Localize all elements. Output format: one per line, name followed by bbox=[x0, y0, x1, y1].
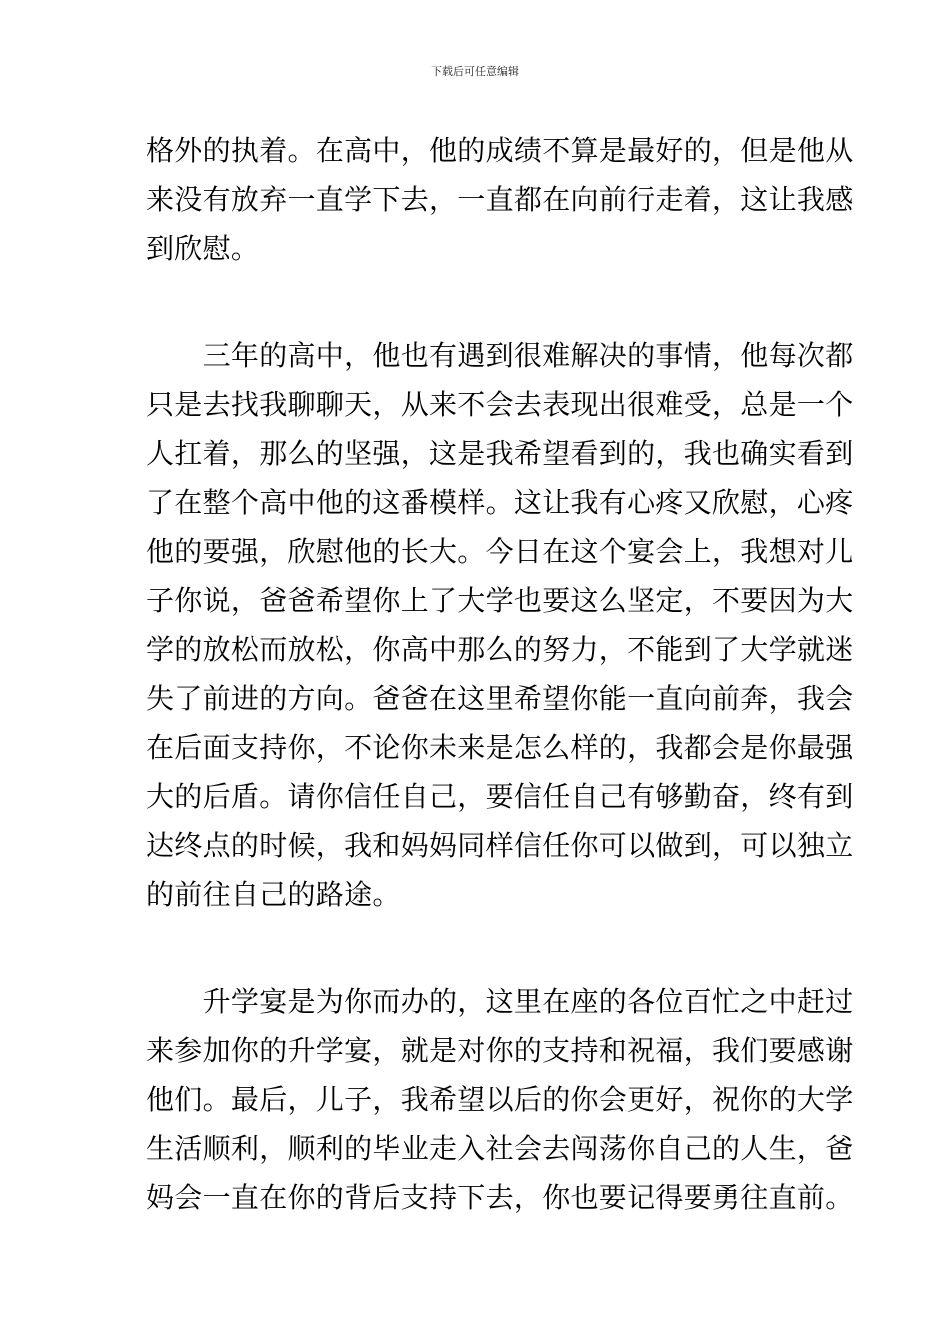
text-line: 到欣慰。 bbox=[146, 232, 260, 265]
paragraph-3 bbox=[146, 977, 854, 1222]
paragraph-2 bbox=[146, 331, 854, 919]
text-line: 只是去找我聊聊天，从来不会去表现出很难受，总是一个 bbox=[146, 388, 854, 421]
text-line: 的前往自己的路途。 bbox=[146, 878, 401, 911]
text-line: 失了前进的方向。爸爸在这里希望你能一直向前奔，我会 bbox=[146, 682, 854, 715]
text-line: 三年的高中，他也有遇到很难解决的事情，他每次都 bbox=[146, 339, 854, 372]
text-line: 人扛着，那么的坚强，这是我希望看到的，我也确实看到 bbox=[146, 437, 854, 470]
page-header: 下载后可任意编辑 bbox=[431, 65, 519, 78]
text-line: 在后面支持你，不论你未来是怎么样的，我都会是你最强 bbox=[146, 731, 854, 764]
text-line: 格外的执着。在高中，他的成绩不算是最好的，但是他从 bbox=[146, 134, 854, 167]
text-line: 子你说，爸爸希望你上了大学也要这么坚定，不要因为大 bbox=[146, 584, 854, 617]
text-line: 他的要强，欣慰他的长大。今日在这个宴会上，我想对儿 bbox=[146, 535, 854, 568]
text-line: 学的放松而放松，你高中那么的努力，不能到了大学就迷 bbox=[146, 633, 854, 666]
text-line: 妈会一直在你的背后支持下去，你也要记得要勇往直前。 bbox=[146, 1181, 854, 1214]
text-line: 他们。最后，儿子，我希望以后的你会更好，祝你的大学 bbox=[146, 1083, 854, 1116]
text-line: 了在整个高中他的这番模样。这让我有心疼又欣慰，心疼 bbox=[146, 486, 854, 519]
paragraph-gap bbox=[146, 919, 810, 977]
text-line: 来参加你的升学宴，就是对你的支持和祝福，我们要感谢 bbox=[146, 1034, 854, 1067]
text-line: 来没有放弃一直学下去，一直都在向前行走着，这让我感 bbox=[146, 183, 854, 216]
text-line: 大的后盾。请你信任自己，要信任自己有够勤奋，终有到 bbox=[146, 780, 854, 813]
text-line: 生活顺利，顺利的毕业走入社会去闯荡你自己的人生，爸 bbox=[146, 1132, 854, 1165]
paragraph-gap bbox=[146, 273, 810, 331]
text-line: 达终点的时候，我和妈妈同样信任你可以做到，可以独立 bbox=[146, 829, 854, 862]
text-line: 升学宴是为你而办的，这里在座的各位百忙之中赶过 bbox=[146, 985, 854, 1018]
paragraph-1 bbox=[146, 126, 854, 273]
document-body bbox=[146, 126, 854, 1222]
